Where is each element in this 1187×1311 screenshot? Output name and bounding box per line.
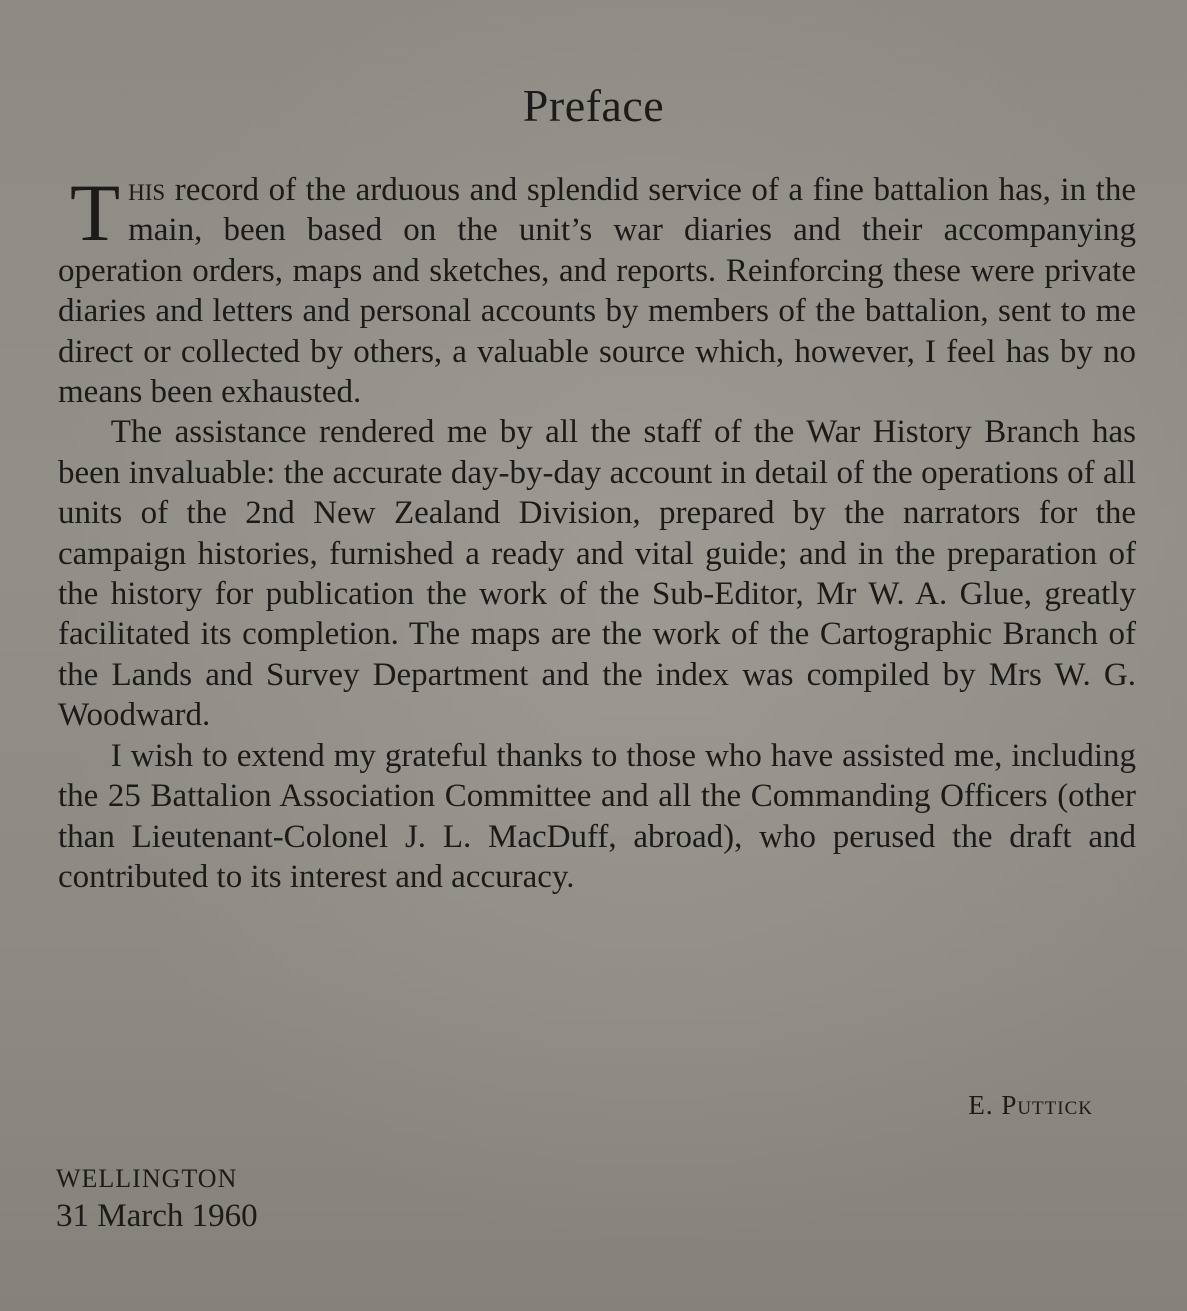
date-line: 31 March 1960 bbox=[56, 1198, 258, 1234]
paragraph-2: The assistance rendered me by all the staff of the War History Branch has been invaluable: the accurate day-by-day account in detail of the operations of all units of the 2nd New Zealand Division, prepared by the narrators for the campaign histories, furnished a ready and vital guide; and in the preparation of the history for publication the work of the Sub-Editor, Mr W. A. Glue, greatly facilitated its completion. The maps are the work of the Cartographic Branch of the Lands and Survey Department and the index was compiled by Mrs W. G. Woodward. bbox=[58, 414, 1136, 734]
paragraph-3: I wish to extend my grateful thanks to those who have assisted me, including the 25 Battalion Association Committee and all the Commanding Officers (other than Lieutenant-Colonel J. L. MacDuff, abroad), who perused the draft and contributed to its interest and accuracy. bbox=[58, 737, 1136, 895]
preface-body bbox=[58, 167, 1136, 897]
place-name: WELLINGTON bbox=[56, 1164, 238, 1193]
opening-small-caps: his bbox=[128, 172, 166, 208]
author-signature: E. Puttick bbox=[968, 1090, 1093, 1120]
paragraph-1-text: record of the arduous and splendid service of a fine battalion has, in the main, been based on the unit’s war diaries and their accompanying operation orders, maps and sketches, and reports. Reinforcing these were private diaries and letters and personal accounts by members of the battalion, sent to me direct or collected by others, a valuable source which, however, I feel has by no means been exhausted. bbox=[58, 172, 1136, 411]
paragraph-1 bbox=[58, 167, 1136, 412]
drop-cap-letter: T bbox=[70, 167, 121, 258]
page-title: Preface bbox=[522, 80, 665, 131]
